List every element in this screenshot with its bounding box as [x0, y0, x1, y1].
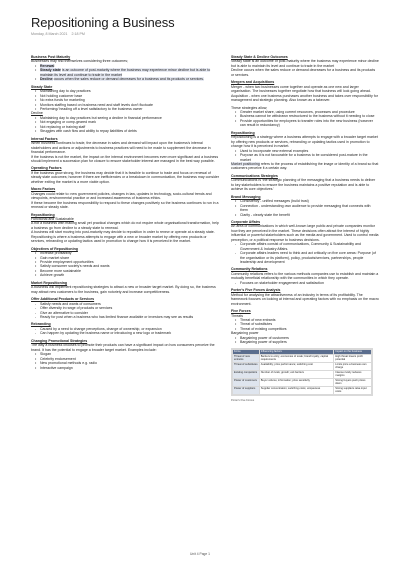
- list: [231, 318, 379, 331]
- section-heading: Porter's Five Forces Analysis: [231, 288, 281, 293]
- table-cell: Availability; price performance; switching cost: [259, 362, 334, 370]
- section-heading: Rebranding: [31, 322, 51, 327]
- section-heading: Changing Promotional Strategies: [31, 338, 88, 343]
- date-label: Monday, 8 March 2021: [31, 32, 68, 36]
- list-item: • Monitors staffing based on business need and staff levels don't fluctuate: [40, 103, 221, 107]
- list-item: • Interactive campaign: [40, 366, 221, 370]
- list: [31, 327, 221, 336]
- sub-heading: Decline: [31, 111, 43, 116]
- table-cell: Number of rivals; growth; exit barriers: [259, 370, 334, 378]
- table-cell: Strong suppliers raise input costs: [334, 386, 372, 394]
- right-column: [231, 55, 379, 403]
- paragraph: If these become the business responsibility to respond to these changes positively so the business continues to run in a renewal or steady state.: [31, 200, 219, 210]
- table-cell: Limits price a business can charge: [334, 362, 372, 370]
- table-cell: Threat of substitutes: [233, 362, 260, 370]
- list-item: • Renewal: [40, 64, 221, 68]
- table-cell: Existing competitors: [233, 370, 260, 378]
- table-cell: Supplier concentration; switching costs; uniqueness: [259, 386, 334, 394]
- list: [31, 89, 221, 111]
- section-heading: Market Repositioning: [31, 280, 68, 285]
- section-heading: Steady State: [31, 84, 53, 89]
- section-heading: Offer Additional Products or Services: [31, 297, 95, 302]
- five-forces-table: [231, 348, 373, 396]
- page-footer: Unit 4 Page 1: [190, 552, 210, 556]
- list-item: - Corporate affairs consist of communications, Community & Sustainability and Government & Industry Affairs.: [240, 242, 379, 251]
- sub-heading: Functional and Sustainable: [31, 216, 74, 221]
- list-item: • Purpose as it is not favourable for a business to be considered post-mature in the market: [240, 153, 379, 162]
- section-heading: Steady State & Decline Outcomes: [231, 55, 288, 59]
- table-row: [233, 354, 372, 362]
- section-heading: Community Relations: [231, 267, 268, 272]
- list-item: - Focuses on stakeholder engagement and satisfaction: [240, 281, 379, 285]
- table-row: [233, 362, 372, 370]
- list-item: - Caused by a need to change perceptions, change of ownership, or expansion: [40, 327, 221, 331]
- list-item: - Ready for post when a business who has limited finance available or investors may see as results: [40, 315, 221, 319]
- section-heading: Operating Factors: [31, 166, 62, 171]
- list-item: • Connection - understanding own audience to provide messaging that connects with them: [240, 204, 379, 213]
- list-item: • Struggles with cash flow and ability to repay liabilities of debts: [40, 129, 221, 133]
- list-item: • New promotional methods e.g. radio: [40, 361, 221, 365]
- table-cell: Power of customers: [233, 378, 260, 386]
- table-cell: Threat of new entrants: [233, 354, 260, 362]
- paragraph: Market positioning refers to the process of establishing the image or identity of a brand so that customers perceive it a certain way.: [231, 161, 379, 171]
- list-item: • Not holding customer base: [40, 94, 221, 98]
- sub-label: Bargaining power: [231, 331, 259, 336]
- list-item: • Satisfy consumer society's needs and wants: [40, 264, 221, 268]
- list-item: • Steady state is an outcome of post-maturity where the business may experience minor decline but is able to maintain its level and continue to trade in the market: [40, 68, 221, 77]
- list: [231, 149, 379, 162]
- section-heading: Corporate Affairs: [231, 219, 261, 224]
- list-item: • Achieve growth: [40, 273, 221, 277]
- list-item: • Bargaining power of customers: [240, 336, 379, 340]
- list-item: - Can happen by updating the business name or introducing a new logo or trademark: [40, 331, 221, 335]
- paragraph: A business will start moving into post-maturity may decide to reposition in order to renew or operate at a steady state.: [31, 230, 215, 235]
- list-item: • Increase profitability: [40, 251, 221, 255]
- paragraph: Community relations refers to the various methods companies use to establish and maintain a mutually beneficial relationship with the communities in which they operate.: [231, 271, 379, 281]
- list-item: • Bargaining power of suppliers: [240, 340, 379, 344]
- left-column: [31, 55, 221, 370]
- paragraph: Changes could relate to: new government policies, changes in law, updates in technology, socio-cultural trends and viewpoints, environmental practice or and increased awareness of business ethics.: [31, 191, 212, 201]
- section-heading: Repositioning: [31, 212, 55, 217]
- section-heading: Communications Strategies: [231, 173, 278, 178]
- table-cell: High threat lowers profit potential: [334, 354, 372, 362]
- list-item: • Decline occurs when the sales reduce or demand decreases for a business and its products or services.: [40, 77, 221, 81]
- list-item: • Threat of substitutes: [240, 322, 379, 326]
- list: [31, 116, 221, 134]
- list-item: • Threat of new entrants: [240, 318, 379, 322]
- table-header-cell: Impact on the business: [334, 349, 372, 354]
- paragraph: Method for analysing the attractiveness of an industry in terms of its profitability. The framework focuses on looking at internal and operating factors with no emphasis on the macro environment.: [231, 292, 379, 306]
- paragraph: If the business grow strong, the business may decide that it is feasible to continue to trade and focus on renewal of steady state outcomes; however if there are inefficiencies or a breakdown in communication, the business may consider whether exiting the market is a more viable option.: [31, 170, 220, 184]
- list-item: • Greater market share, using current resources, processes and procedure: [240, 110, 379, 114]
- list-item: • Consistency - unified messages (build trust): [240, 199, 379, 203]
- list-item: • Not replacing or training staff: [40, 125, 221, 129]
- list: [31, 302, 221, 320]
- page-meta: [31, 32, 85, 36]
- outcomes-list: [31, 64, 221, 82]
- section-heading: Five Forces: [231, 309, 251, 314]
- table-row: [233, 386, 372, 394]
- section-heading: Internal Factors: [31, 136, 58, 141]
- list: [231, 110, 379, 128]
- paragraph: Repositioning is a strategy where a business attempts to engage with a broader target market by offering new products or services, rebranding or updating tactics used in promotion to change how it is perceived in market.: [231, 135, 378, 149]
- time-label: 2:18 PM: [71, 32, 85, 36]
- list-item: • Maintaining day to day practices but seeing a decline in financial performance: [40, 116, 221, 120]
- table-cell: Strong buyers push prices down: [334, 378, 372, 386]
- list-item: - Corporate affairs leaders need to think and act critically on five core areas: Purpose (of the organisation or its platform), policy, products/services, partnerships, people leadership and development: [240, 251, 379, 264]
- list-item: • Provide opportunities for employees to transfer roles into the new business (however can result in redundancy): [240, 119, 379, 128]
- list: [231, 281, 379, 285]
- table-row: [233, 378, 372, 386]
- list-item: • Slogan: [40, 352, 221, 356]
- list-item: - Satisfy needs and wants of consumers: [40, 302, 221, 306]
- paragraph: Merger - when two businesses come together and operate as one new and larger organisation. The businesses together negotiate how that business will look going ahead. Acquisition - when one business purchases another business and takes over responsibility for management and strategic planning. Also known as a takeover.: [231, 84, 378, 103]
- list-item: • Clarity - clearly state the benefit: [240, 213, 379, 217]
- section-heading: Mergers and Acquisitions: [231, 80, 275, 85]
- paragraph: Communications is 'the strategic planning of the messaging that a business needs to deliver to key stakeholders to ensure the business maintains a positive reputation and is able to achieve its core objectives.': [231, 178, 376, 192]
- paragraph: Businesses may find themselves considering three outcomes;: [31, 59, 128, 64]
- paragraph: Steady state is an outcome of post-maturity where the business may experience minor decline but is able to maintain its level and continue to trade in the market: [231, 59, 379, 68]
- list: [31, 352, 221, 370]
- list-item: • Not engaging or comp-geared mark: [40, 120, 221, 124]
- list-item: • Threat of existing competitors: [240, 327, 379, 331]
- paragraph: An area of communications in which well-known large public and private companies monitor how they are perceived in the market. These decisions often attract the interest of highly influential or powerful stakeholders such as the media and government. Used to control media perception, or a political response to business decisions.: [231, 224, 379, 242]
- paragraph: Decline occurs when the sales reduce or demand decreases for a business and its products or services.: [231, 68, 376, 77]
- table-cell: Intense rivalry reduces margins: [334, 370, 372, 378]
- list-item: • Maintaining day to day practices: [40, 89, 221, 93]
- list-item: • Gain market share: [40, 256, 221, 260]
- list: [231, 336, 379, 345]
- section-heading: Objectives of Repositioning: [31, 246, 78, 251]
- list: [231, 242, 379, 264]
- list-item: - Offer diversity in range of products or services: [40, 306, 221, 310]
- list: [231, 199, 379, 217]
- section-heading: Macro Factors: [31, 187, 56, 192]
- paragraph: If the business is not the market, the impact on the internal environment becomes even more significant and a business should implement a succession plan for closure to ensure stakeholder interest are managed in the best way possible.: [31, 154, 219, 163]
- list-item: • Used to incorporate new external examples: [240, 149, 379, 153]
- table-row: [233, 370, 372, 378]
- paragraph: A not a business with making small yet practical changes which do not require whole organisational transformation, help a business go from decline to a steady state to renewal.: [31, 221, 219, 230]
- paragraph: A business will implement repositioning strategies to attract a new or broader target market. By doing so, the business may attract new customers to the business, gain notoriety and increase competitiveness.: [31, 285, 216, 294]
- paragraph: Repositioning is where a business attempts to engage with a new or broader market by offering new products or services, rebranding or updating tactics used in promotion to change how it is perceived in the market.: [31, 234, 207, 244]
- table-header-cell: Influencing factors: [259, 349, 334, 354]
- section-heading: Brand Messaging: [231, 194, 261, 199]
- objectives-list: [31, 251, 221, 278]
- list-item: • Provide employment opportunities: [40, 260, 221, 264]
- list-item: • Performing/ heading off a level satisfactory to the business owner: [40, 107, 221, 111]
- list-item: - Give an alternative to consider: [40, 311, 221, 315]
- table-caption: Porter's Five Forces: [231, 398, 255, 402]
- table-header-cell: Force: [233, 349, 260, 354]
- paragraph: These strategies allow;: [231, 105, 268, 110]
- table-cell: Barriers to entry; economies of scale; brand loyalty; capital requirements: [259, 354, 334, 362]
- sub-label: Threats: [231, 313, 244, 318]
- list-item: • Celebrity endorsement: [40, 357, 221, 361]
- table-cell: Buyer volume; information; price sensitivity: [259, 378, 334, 386]
- paragraph: When business continues to trade, the decrease in sales and demand will impact upon the business's internal stakeholders and actions or adjustments to business practices will need to be made to supplement the decrease in financial performance.: [31, 141, 211, 155]
- paragraph: The way a business chooses to promote their products can have a significant impact on how consumers perceive the brand. It has the potential to engage a broader target market. Examples include:: [31, 343, 215, 352]
- section-heading: Repositioning: [231, 130, 255, 135]
- page-title: Repositioning a Business: [31, 15, 175, 30]
- section-heading: Business Post Maturity: [31, 55, 71, 59]
- list-item: • Business cannot be withdrawn restructured to the business without it needing to close: [240, 114, 379, 118]
- list-item: • No extra funds for marketing: [40, 98, 221, 102]
- list-item: • Become more sustainable: [40, 269, 221, 273]
- table-cell: Power of suppliers: [233, 386, 260, 394]
